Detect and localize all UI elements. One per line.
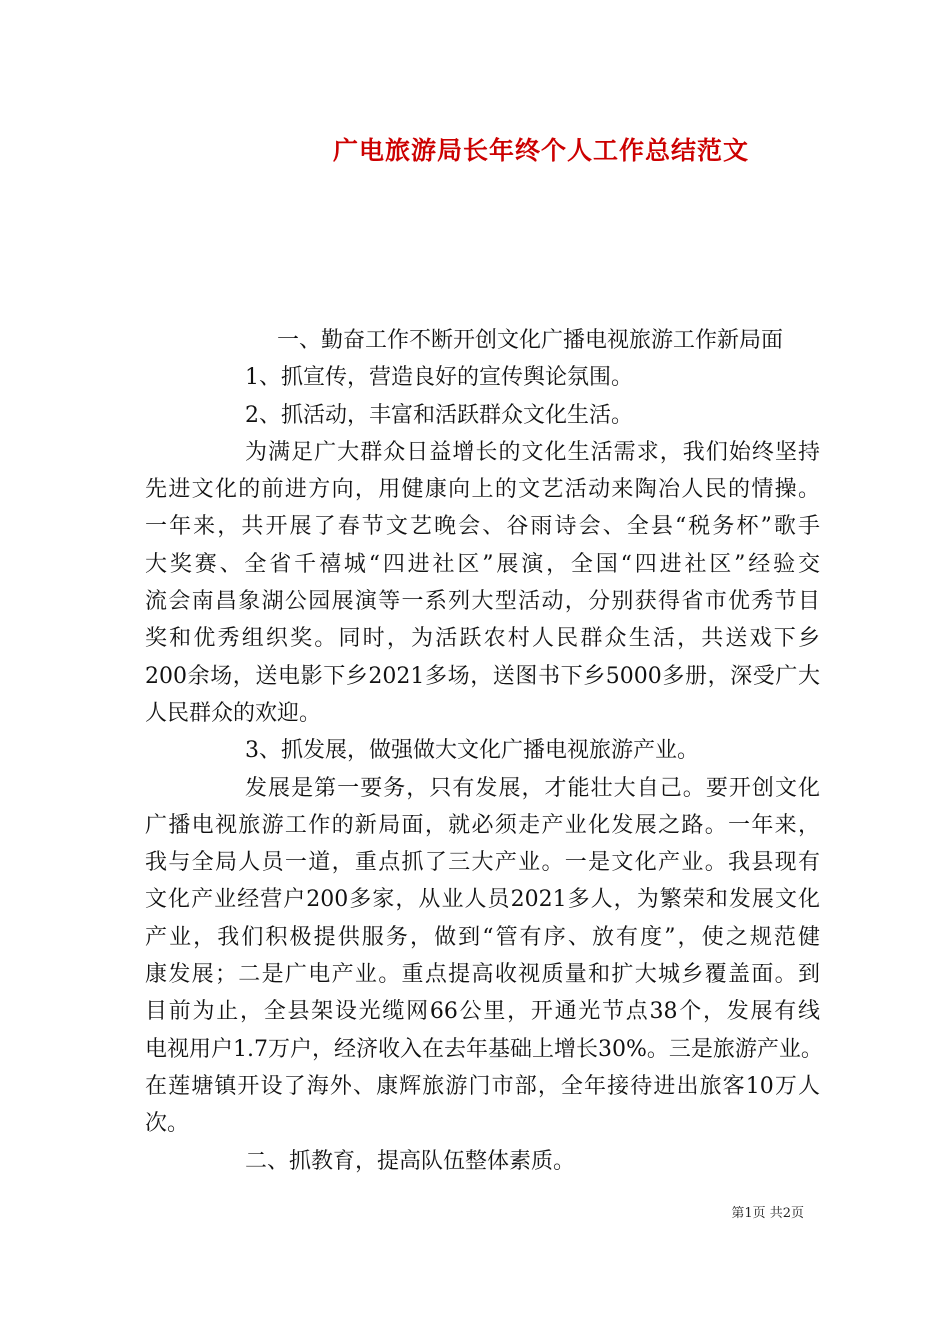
paragraph-line: 奖和优秀组织奖。同时，为活跃农村人民群众生活，共送戏下乡 — [145, 626, 820, 652]
paragraph-line: 电视用户1.7万户，经济收入在去年基础上增长30%。三是旅游产业。 — [145, 1036, 823, 1062]
paragraph-line: 文化产业经营户200多家，从业人员2021多人，为繁荣和发展文化 — [145, 887, 820, 913]
paragraph-line: 一年来，共开展了春节文艺晚会、谷雨诗会、全县“税务杯”歌手 — [145, 514, 820, 540]
paragraph-line: 产业，我们积极提供服务，做到“管有序、放有度”，使之规范健 — [145, 924, 820, 950]
list-item-3: 3、抓发展，做强做大文化广播电视旅游产业。 — [245, 738, 699, 764]
section-heading-1: 一、勤奋工作不断开创文化广播电视旅游工作新局面 — [277, 328, 784, 353]
section-heading-2: 二、抓教育，提高队伍整体素质。 — [245, 1148, 576, 1174]
document-body — [145, 322, 823, 1180]
page-number: 第1页 共2页 — [731, 1206, 804, 1221]
paragraph-line: 大奖赛、全省千禧城“四进社区”展演，全国“四进社区”经验交 — [145, 551, 820, 577]
paragraph-line: 康发展；二是广电产业。重点提高收视质量和扩大城乡覆盖面。到 — [145, 962, 820, 988]
paragraph-line: 先进文化的前进方向，用健康向上的文艺活动来陶冶人民的情操。 — [145, 477, 820, 503]
paragraph-line: 人民群众的欢迎。 — [145, 700, 322, 726]
paragraph-line: 次。 — [145, 1111, 190, 1137]
list-item-2: 2、抓活动，丰富和活跃群众文化生活。 — [245, 402, 633, 428]
list-item-1: 1、抓宣传，营造良好的宣传舆论氛围。 — [245, 365, 633, 391]
paragraph-line: 广播电视旅游工作的新局面，就必须走产业化发展之路。一年来， — [145, 812, 820, 838]
paragraph-line: 在莲塘镇开设了海外、康辉旅游门市部，全年接待进出旅客10万人 — [145, 1073, 820, 1099]
paragraph-line: 我与全局人员一道，重点抓了三大产业。一是文化产业。我县现有 — [145, 850, 820, 876]
paragraph-line: 为满足广大群众日益增长的文化生活需求，我们始终坚持 — [245, 439, 820, 465]
paragraph-line: 流会南昌象湖公园展演等一系列大型活动，分别获得省市优秀节目 — [145, 589, 820, 615]
paragraph-line: 发展是第一要务，只有发展，才能壮大自己。要开创文化 — [245, 775, 820, 801]
document-title: 广电旅游局长年终个人工作总结范文 — [332, 136, 749, 165]
paragraph-line: 200余场，送电影下乡2021多场，送图书下乡5000多册，深受广大 — [145, 663, 820, 689]
paragraph-line: 目前为止，全县架设光缆网66公里，开通光节点38个，发展有线 — [145, 999, 820, 1025]
